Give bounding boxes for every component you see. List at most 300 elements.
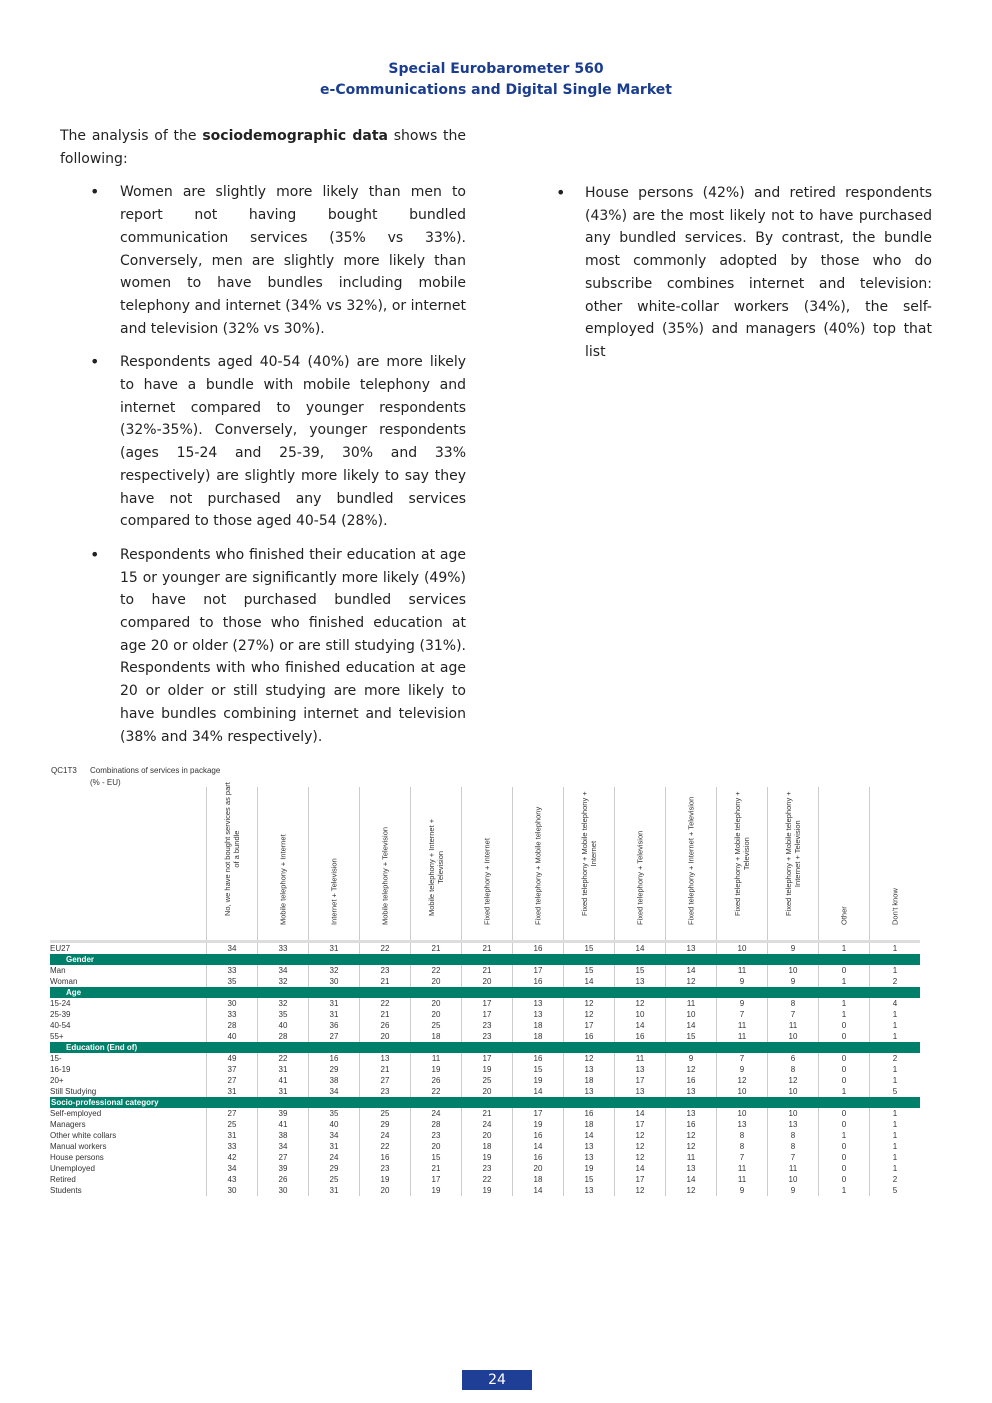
table-cell: 33 [207,1009,258,1020]
table-cell: 0 [819,1108,870,1119]
column-header-label: No, we have not bought services as part of a bundle [223,782,241,916]
table-cell: 12 [564,1009,615,1020]
column-header [309,787,360,942]
table-cell: 19 [462,1064,513,1075]
table-cell: 16 [513,976,564,987]
table-cell: 16 [564,1108,615,1119]
row-label: Self-employed [50,1109,102,1118]
table-cell: 21 [360,1064,411,1075]
table-row [50,998,920,1009]
intro-text: The analysis of the [60,128,203,144]
table-cell: 12 [768,1075,819,1086]
table-cell: 22 [462,1174,513,1185]
report-title: Special Eurobarometer 560 [388,61,604,77]
table-cell: 41 [258,1119,309,1130]
table-cell: 0 [819,1119,870,1130]
table-cell: 14 [615,942,666,955]
table-cell: 34 [207,942,258,955]
table-cell: 4 [870,998,921,1009]
table-cell: 18 [411,1031,462,1042]
table-cell: 23 [411,1130,462,1141]
table-cell: 1 [870,1119,921,1130]
table-cell: 23 [360,965,411,976]
table-cell: 23 [360,1163,411,1174]
table-cell: 8 [768,1130,819,1141]
table-cell: 13 [768,1119,819,1130]
column-header-label: Fixed telephony + Internet [482,838,492,925]
row-label: 20+ [50,1076,64,1085]
section-label: Socio-professional category [50,1097,920,1108]
table-cell: 2 [870,1053,921,1064]
table-cell: 38 [309,1075,360,1086]
table-cell: 14 [564,976,615,987]
table-cell: 21 [411,1163,462,1174]
table-cell: 13 [615,976,666,987]
table-cell: 40 [207,1031,258,1042]
bullet-item: • House persons (42%) and retired respondents (43%) are the most likely not to have purchased any bundled services. By contrast, the bundle most commonly adopted by those who do subscribe combines internet and television: other white-collar workers (34%), the self-employed (35%) and managers (40%) top that list [558,182,932,364]
table-cell: 18 [513,1020,564,1031]
row-label: 15- [50,1054,62,1063]
table-cell: 13 [564,1141,615,1152]
table-cell: 13 [513,998,564,1009]
table-cell: 34 [258,965,309,976]
table-cell: 28 [258,1031,309,1042]
table-cell: 14 [513,1086,564,1097]
column-header-label: Don't know [890,888,900,925]
table-cell: 24 [411,1108,462,1119]
column-header-label: Fixed telephony + Television [635,830,645,925]
table-cell: 28 [207,1020,258,1031]
table-cell: 10 [768,965,819,976]
table-cell: 17 [411,1174,462,1185]
column-header-label: Mobile telephony + Television [380,826,390,925]
table-cell: 15 [666,1031,717,1042]
table-code: QC1T3 [51,766,77,775]
intro-paragraph [60,125,466,170]
table-cell: 33 [258,942,309,955]
table-cell: 7 [717,1053,768,1064]
column-header [360,787,411,942]
table-cell: 37 [207,1064,258,1075]
table-cell: 34 [258,1141,309,1152]
table-cell: 32 [258,998,309,1009]
table-cell: 10 [666,1009,717,1020]
table-cell: 9 [717,1185,768,1196]
table-row [50,965,920,976]
table-cell: 12 [564,998,615,1009]
table-cell: 18 [513,1031,564,1042]
table-cell: 1 [870,1020,921,1031]
bullet-item: • Respondents who finished their education at age 15 or younger are significantly more likely (49%) to have not purchased bundled services compared to those who finished education at age 20 or older (27%) or are still studying (31%). Respondents with who finished education at age 20 or older or still studying are more likely to have bundles combining internet and television (38% and 34% respectively). [60,544,466,748]
table-cell: 22 [258,1053,309,1064]
table-row [50,1174,920,1185]
table-cell: 16 [666,1119,717,1130]
table-cell: 1 [870,1064,921,1075]
table-cell: 11 [615,1053,666,1064]
table-cell: 14 [615,1163,666,1174]
table-cell: 40 [309,1119,360,1130]
intro-bold: sociodemographic data [202,128,388,144]
table-cell: 1 [870,1152,921,1163]
table-cell: 16 [513,1053,564,1064]
table-cell: 11 [768,1020,819,1031]
column-header-label: Fixed telephony + Mobile telephony [533,806,543,925]
table-row [50,1086,920,1097]
row-label: 55+ [50,1032,64,1041]
table-cell: 11 [768,1163,819,1174]
table-cell: 14 [666,1174,717,1185]
header-blank [50,787,207,942]
table-cell: 14 [564,1130,615,1141]
table-cell: 15 [564,965,615,976]
table-cell: 21 [360,1009,411,1020]
table-cell: 20 [360,1031,411,1042]
table-cell: 17 [564,1020,615,1031]
table-cell: 1 [819,1185,870,1196]
table-cell: 25 [462,1075,513,1086]
table-cell: 26 [360,1020,411,1031]
table-cell: 0 [819,1053,870,1064]
table-cell: 12 [666,976,717,987]
table-cell: 29 [309,1163,360,1174]
table-cell: 19 [513,1119,564,1130]
section-label: Education (End of) [50,1042,920,1053]
column-header [666,787,717,942]
table-cell: 17 [615,1174,666,1185]
column-header [207,782,258,942]
table-cell: 36 [309,1020,360,1031]
table-cell: 23 [462,1163,513,1174]
bullet-list [60,181,466,748]
table-section-band [50,987,920,998]
table-cell: 27 [207,1108,258,1119]
table-cell: 20 [411,1141,462,1152]
table-cell: 43 [207,1174,258,1185]
table-row [50,1163,920,1174]
row-label: House persons [50,1153,104,1162]
row-label: Retired [50,1175,76,1184]
row-label: Students [50,1186,82,1195]
table-cell: 17 [513,1108,564,1119]
column-header [870,787,921,942]
table-cell: 1 [870,1130,921,1141]
table-cell: 18 [513,1174,564,1185]
table-cell: 22 [360,998,411,1009]
table-cell: 34 [309,1086,360,1097]
column-header-label: Fixed telephony + Internet + Television [686,796,696,925]
row-label: Man [50,966,66,975]
table-cell: 11 [717,1174,768,1185]
table-cell: 16 [615,1031,666,1042]
table-row [50,1053,920,1064]
table-cell: 12 [615,1152,666,1163]
left-column [60,125,466,759]
table-row [50,1064,920,1075]
column-header [615,787,666,942]
row-label: Woman [50,977,78,986]
column-header [258,787,309,942]
table-cell: 13 [564,1086,615,1097]
column-header [564,787,615,942]
table-cell: 38 [258,1130,309,1141]
table-cell: 2 [870,976,921,987]
table-cell: 13 [360,1053,411,1064]
table-cell: 7 [768,1152,819,1163]
table-cell: 12 [666,1141,717,1152]
row-label: 40-54 [50,1021,71,1030]
table-cell: 20 [411,976,462,987]
table-cell: 6 [768,1053,819,1064]
table-cell: 0 [819,1141,870,1152]
table-cell: 9 [768,942,819,955]
table-cell: 22 [411,1086,462,1097]
table-cell: 16 [666,1075,717,1086]
row-label: Still Studying [50,1087,97,1096]
table-cell: 18 [564,1075,615,1086]
table-cell: 0 [819,965,870,976]
bullet-list [558,182,932,364]
table-cell: 9 [666,1053,717,1064]
table-cell: 15 [615,965,666,976]
row-label: EU27 [50,942,207,955]
table-row [50,1152,920,1163]
table-cell: 35 [207,976,258,987]
table-cell: 11 [411,1053,462,1064]
table-cell: 41 [258,1075,309,1086]
table-cell: 12 [717,1075,768,1086]
table-cell: 1 [819,1086,870,1097]
column-header [513,787,564,942]
table-cell: 9 [717,976,768,987]
table-cell: 1 [870,1163,921,1174]
table-cell: 21 [462,965,513,976]
table-cell: 17 [462,998,513,1009]
table-row [50,1020,920,1031]
table-cell: 14 [615,1020,666,1031]
table-cell: 19 [462,1152,513,1163]
column-header [717,787,768,942]
table-cell: 22 [411,965,462,976]
section-label: Gender [50,954,920,965]
table-cell: 31 [207,1130,258,1141]
table-cell: 20 [411,1009,462,1020]
bullet-item: • Respondents aged 40-54 (40%) are more likely to have a bundle with mobile telephony and internet compared to younger respondents (32%-35%). Conversely, younger respondents (ages 15-24 and 25-39, 30% and 33% respectively) are slightly more likely to say they have not purchased any bundled services compared to those aged 40-54 (28%). [60,351,466,533]
table-cell: 39 [258,1108,309,1119]
table-cell: 13 [666,942,717,955]
column-header-label: Fixed telephony + Mobile telephony + Internet + Television [784,791,802,916]
table-cell: 30 [207,998,258,1009]
table-cell: 21 [411,942,462,955]
table-cell: 12 [564,1053,615,1064]
table-cell: 1 [870,1031,921,1042]
table-cell: 8 [717,1141,768,1152]
table-cell: 13 [615,1064,666,1075]
table-cell: 14 [666,965,717,976]
table-cell: 17 [513,965,564,976]
section-label: Age [50,987,920,998]
table-cell: 34 [309,1130,360,1141]
right-column [558,182,932,375]
table-cell: 12 [666,1185,717,1196]
table-cell: 25 [207,1119,258,1130]
table-cell: 1 [870,1141,921,1152]
table-cell: 19 [462,1185,513,1196]
table-cell: 11 [717,1020,768,1031]
intro-text-end: shows the following: [60,128,466,167]
table-cell: 27 [207,1075,258,1086]
table-cell: 13 [513,1009,564,1020]
table-cell: 25 [309,1174,360,1185]
table-cell: 0 [819,1064,870,1075]
table-cell: 15 [513,1064,564,1075]
table-cell: 42 [207,1152,258,1163]
table-cell: 14 [513,1141,564,1152]
table-cell: 20 [411,998,462,1009]
table-cell: 8 [768,1141,819,1152]
table-body [50,942,920,1197]
table-cell: 13 [564,1152,615,1163]
table-cell: 30 [309,976,360,987]
table-cell: 33 [207,965,258,976]
table-cell: 40 [258,1020,309,1031]
table-cell: 17 [615,1075,666,1086]
table-title-text: Combinations of services in package [90,766,221,775]
table-cell: 16 [513,942,564,955]
table-cell: 1 [819,942,870,955]
table-cell: 10 [717,1108,768,1119]
table-row [50,1119,920,1130]
table-cell: 27 [309,1031,360,1042]
column-header [462,787,513,942]
table-cell: 0 [819,1020,870,1031]
table-cell: 16 [564,1031,615,1042]
table-cell: 21 [462,942,513,955]
table-cell: 23 [360,1086,411,1097]
table-cell: 18 [564,1119,615,1130]
row-label: Managers [50,1120,86,1129]
table-cell: 1 [819,998,870,1009]
table-cell: 17 [615,1119,666,1130]
table-cell: 23 [462,1020,513,1031]
column-header-label: Mobile telephony + Internet + Television [427,818,445,916]
table-cell: 24 [360,1130,411,1141]
table-cell: 20 [462,1130,513,1141]
table-cell: 10 [615,1009,666,1020]
column-header [411,787,462,942]
table-cell: 10 [768,1031,819,1042]
table-cell: 0 [819,1174,870,1185]
table-cell: 31 [207,1086,258,1097]
table-cell: 25 [411,1020,462,1031]
table-cell: 0 [819,1163,870,1174]
table-cell: 10 [768,1086,819,1097]
column-header [819,787,870,942]
table-row [50,1130,920,1141]
table-section-band [50,954,920,965]
table-subtitle: (% - EU) [90,778,121,787]
table-cell: 13 [564,1064,615,1075]
table-row [50,1185,920,1196]
row-label: 16-19 [50,1065,71,1074]
table-cell: 31 [258,1086,309,1097]
table-cell: 10 [768,1174,819,1185]
table-cell: 30 [258,1185,309,1196]
table-cell: 24 [462,1119,513,1130]
table-cell: 12 [666,1130,717,1141]
table-cell: 11 [717,1163,768,1174]
table-cell: 24 [309,1152,360,1163]
table-cell: 10 [768,1108,819,1119]
table-row [50,1108,920,1119]
table-cell: 19 [564,1163,615,1174]
table-cell: 8 [717,1130,768,1141]
table-cell: 10 [717,1086,768,1097]
table-title [90,765,290,789]
table-cell: 29 [360,1119,411,1130]
column-header-label: Fixed telephony + Mobile telephony + Internet [580,791,598,916]
table-header-row [50,787,920,942]
table-cell: 9 [768,1185,819,1196]
table-cell: 17 [462,1009,513,1020]
column-header-label: Internet + Television [329,858,339,925]
table-cell: 9 [717,998,768,1009]
table-row [50,942,920,955]
column-header-label: Fixed telephony + Mobile telephony + Television [733,791,751,916]
table-cell: 16 [309,1053,360,1064]
table-cell: 13 [615,1086,666,1097]
table-cell: 13 [666,1086,717,1097]
table-cell: 1 [870,1108,921,1119]
table-cell: 12 [615,998,666,1009]
table-cell: 16 [513,1152,564,1163]
table-cell: 8 [768,998,819,1009]
table-cell: 0 [819,1152,870,1163]
table-cell: 9 [768,976,819,987]
table-cell: 20 [462,976,513,987]
table-cell: 5 [870,1185,921,1196]
table-cell: 10 [717,942,768,955]
table-cell: 12 [615,1185,666,1196]
table-cell: 12 [615,1130,666,1141]
table-cell: 25 [360,1108,411,1119]
table-cell: 49 [207,1053,258,1064]
table-cell: 19 [411,1064,462,1075]
table-cell: 27 [258,1152,309,1163]
table-cell: 7 [717,1009,768,1020]
table-cell: 1 [870,1009,921,1020]
table-cell: 35 [309,1108,360,1119]
table-cell: 13 [666,1163,717,1174]
table-cell: 31 [258,1064,309,1075]
table-cell: 29 [309,1064,360,1075]
table-cell: 20 [462,1086,513,1097]
table-cell: 32 [258,976,309,987]
table-cell: 19 [513,1075,564,1086]
table-cell: 22 [360,1141,411,1152]
table-row [50,1009,920,1020]
table-cell: 23 [462,1031,513,1042]
table-cell: 35 [258,1009,309,1020]
table-cell: 21 [360,976,411,987]
table-cell: 32 [309,965,360,976]
bullet-item: • Women are slightly more likely than men to report not having bought bundled communication services (35% vs 33%). Conversely, men are slightly more likely than women to have bundles including mobile telephony and internet (34% vs 32%), or internet and television (32% vs 30%). [60,181,466,340]
table-cell: 15 [564,1174,615,1185]
table-cell: 5 [870,1086,921,1097]
table-cell: 31 [309,1009,360,1020]
table-cell: 9 [717,1064,768,1075]
column-header [768,787,819,942]
table-row [50,1075,920,1086]
